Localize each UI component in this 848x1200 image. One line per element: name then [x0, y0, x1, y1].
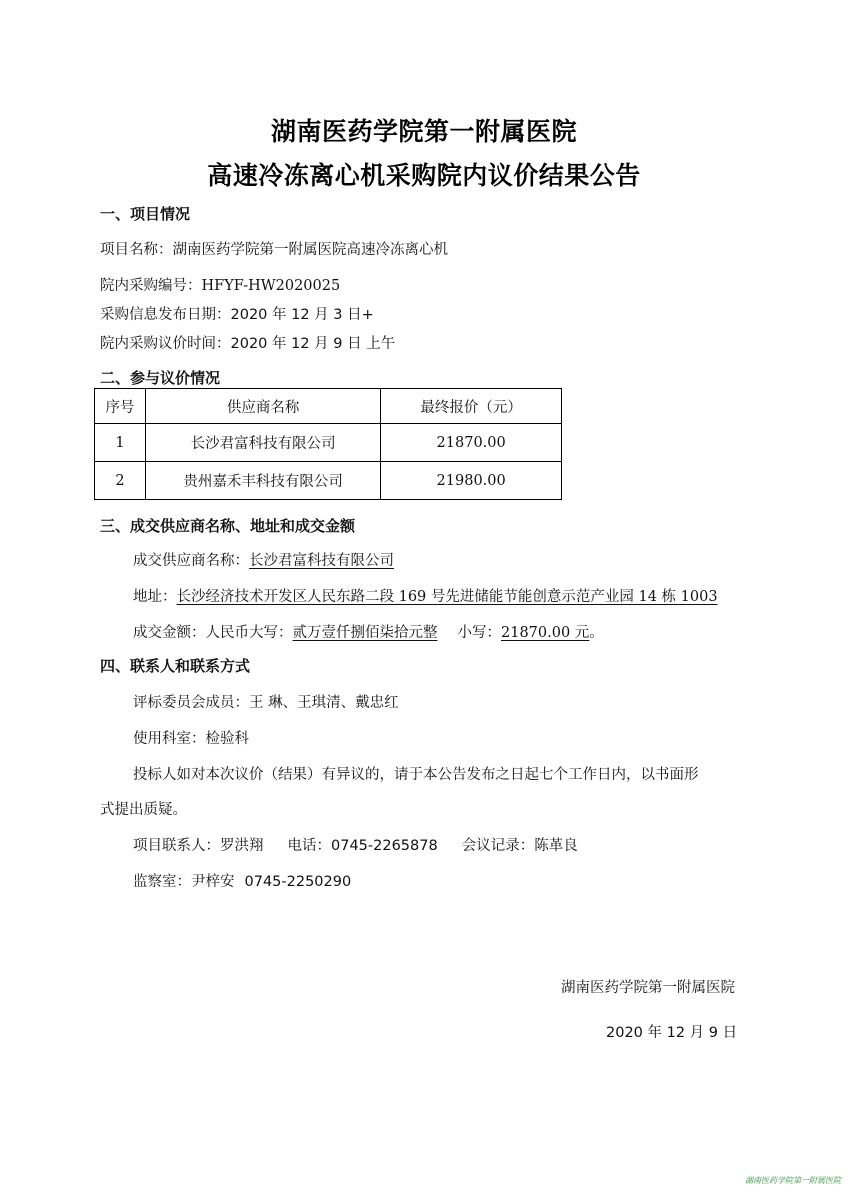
- publish-date-line: [100, 303, 374, 324]
- amount-label: 成交金额：人民币大写：: [133, 625, 293, 641]
- address-label: 地址：: [133, 589, 177, 605]
- document-title-line2: 高速冷冻离心机采购院内议价结果公告: [207, 161, 641, 190]
- recorder-label: 会议记录：: [461, 838, 535, 854]
- committee-value: 王 琳、王琪清、戴忠红: [249, 695, 399, 711]
- section2-heading: 二、参与议价情况: [100, 369, 221, 387]
- logo-text: 湖南医药学院第一附属医院: [745, 1175, 841, 1185]
- purchase-no-label: 院内采购编号：: [100, 278, 202, 294]
- amount-end: 。: [589, 625, 604, 641]
- address-line: [133, 585, 718, 606]
- department-value: 检验科: [205, 731, 249, 747]
- negotiation-time-line: [100, 332, 395, 353]
- objection-line1: 投标人如对本次议价（结果）有异议的，请于本公告发布之日起七个工作日内，以书面形: [133, 767, 699, 783]
- contact-value: 罗洪翔: [220, 838, 264, 854]
- department-line: [133, 727, 249, 748]
- row-price: 21870.00: [381, 424, 562, 462]
- project-name-label: 项目名称：: [100, 242, 173, 258]
- committee-line: [133, 691, 399, 712]
- phone-label: 电话：: [287, 838, 331, 854]
- table-row: [95, 424, 562, 462]
- purchase-no-line: [100, 274, 340, 295]
- column-header-supplier: 供应商名称: [145, 389, 380, 424]
- column-header-no: 序号: [95, 389, 146, 424]
- section3-heading: 三、成交供应商名称、地址和成交金额: [100, 517, 356, 535]
- row-price: 21980.00: [381, 462, 562, 500]
- table-header-row: [95, 389, 562, 424]
- supervision-value: 尹梓安: [191, 874, 235, 890]
- row-supplier: 长沙君富科技有限公司: [145, 424, 380, 462]
- row-no: 2: [95, 462, 146, 500]
- footer-organization: 湖南医药学院第一附属医院: [561, 980, 735, 996]
- phone-value: 0745-2265878: [331, 838, 438, 854]
- project-name-line: [100, 238, 448, 259]
- amount-line: [133, 621, 604, 642]
- winner-line: [133, 549, 394, 570]
- publish-date-value: 2020 年 12 月 3 日+: [230, 307, 374, 323]
- committee-label: 评标委员会成员：: [133, 695, 249, 711]
- contact-label: 项目联系人：: [133, 838, 220, 854]
- bids-table: [94, 388, 562, 500]
- column-header-price: 最终报价（元）: [381, 389, 562, 424]
- row-supplier: 贵州嘉禾丰科技有限公司: [145, 462, 380, 500]
- purchase-no-value: HFYF-HW2020025: [201, 278, 341, 294]
- winner-label: 成交供应商名称：: [133, 553, 249, 569]
- objection-line2: 式提出质疑。: [100, 802, 187, 818]
- amount-upper-value: 贰万壹仟捌佰柒拾元整: [292, 625, 438, 641]
- amount-small-label: 小写：: [457, 625, 501, 641]
- department-label: 使用科室：: [133, 731, 206, 747]
- table-row: [95, 462, 562, 500]
- address-value: 长沙经济技术开发区人民东路二段 169 号先进储能节能创意示范产业园 14 栋 1003: [176, 589, 718, 605]
- supervision-phone-value: 0745-2250290: [244, 874, 352, 890]
- supervision-line: [133, 870, 351, 891]
- hospital-logo: [742, 1172, 841, 1188]
- section4-heading: 四、联系人和联系方式: [100, 657, 251, 675]
- winner-value: 长沙君富科技有限公司: [249, 553, 394, 569]
- negotiation-time-label: 院内采购议价时间：: [100, 336, 231, 352]
- recorder-value: 陈革良: [534, 838, 578, 854]
- section1-heading: 一、项目情况: [100, 205, 191, 223]
- row-no: 1: [95, 424, 146, 462]
- project-name-value: 湖南医药学院第一附属医院高速冷冻离心机: [172, 242, 448, 258]
- document-title-line1: 湖南医药学院第一附属医院: [270, 117, 577, 146]
- contact-line: [133, 834, 578, 855]
- supervision-label: 监察室：: [133, 874, 191, 890]
- negotiation-time-value: 2020 年 12 月 9 日 上午: [230, 336, 396, 352]
- footer-date: 2020 年 12 月 9 日: [606, 1025, 738, 1041]
- publish-date-label: 采购信息发布日期：: [100, 307, 231, 323]
- amount-small-value: 21870.00 元: [501, 625, 590, 641]
